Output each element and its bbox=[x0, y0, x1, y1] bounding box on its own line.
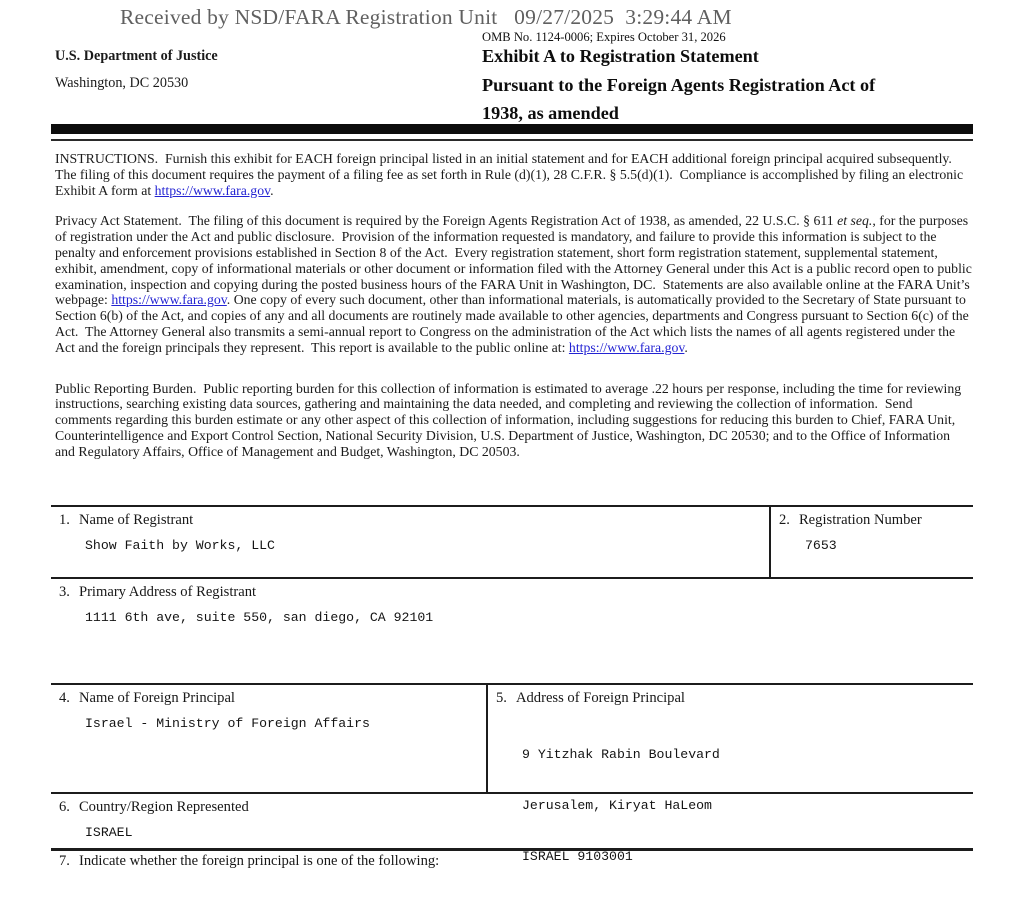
table-row-3 bbox=[51, 577, 973, 683]
field-4-label: Name of Foreign Principal bbox=[78, 690, 235, 706]
privacy-act-paragraph: Privacy Act Statement. The filing of this document is required by the Foreign Agents Registration Act of 1938, as amended, 22 U.S.C. § 611 et seq., for the purposes of registration under the Act and public disclosure. Provision of the information requested is mandatory, and failure to provide this information is subject to the penalty and enforcement provisions established in Section 8 of the Act. Every registration statement, short form registration statement, supplemental statement, exhibit, amendment, copy of informational materials or other document or information filed with the Attorney General under this Act is a public record open to public examination, inspection and copying during the posted business hours of the FARA Unit in Washington, DC. Statements are also available online at the FARA Unit’s webpage: https://www.fara.gov. One copy of every such document, other than informational materials, is automatically provided to the Secretary of State pursuant to Section 6(b) of the Act, and copies of any and all documents are routinely made available to other agencies, departments and Congress pursuant to Section 6(c) of the Act. The Attorney General also transmits a semi-annual report to Congress on the administration of the Act which lists the names of all agents registered under the Act and the foreign principals they represent. This report is available to the public online at: https://www.fara.gov. bbox=[55, 213, 976, 355]
document-title-line2: Pursuant to the Foreign Agents Registration Act of bbox=[482, 74, 876, 95]
field-registration-number bbox=[771, 507, 973, 577]
registration-form-table bbox=[51, 505, 973, 870]
field-4-number: 4. bbox=[59, 690, 70, 706]
agency-address: Washington, DC 20530 bbox=[55, 75, 189, 91]
table-row-6 bbox=[51, 792, 973, 851]
table-row-1-2 bbox=[51, 505, 973, 577]
public-reporting-burden-paragraph: Public Reporting Burden. Public reporting burden for this collection of information is estimated to average .22 hours per response, including the time for reviewing instructions, searching existing data sources, gathering and maintaining the data needed, and completing and reviewing the collection of information. Send comments regarding this burden estimate or any other aspect of this collection of information, including suggestions for reducing this burden to Chief, FARA Unit, Counterintelligence and Export Control Section, National Security Division, U.S. Department of Justice, Washington, DC 20530; and to the Office of Information and Regulatory Affairs, Office of Management and Budget, Washington, DC 20503. bbox=[55, 380, 965, 459]
document-title-line3: 1938, as amended bbox=[482, 103, 619, 123]
foreign-principal-address-line3: ISRAEL 9103001 bbox=[522, 849, 633, 864]
country-represented-value[interactable]: ISRAEL bbox=[85, 825, 133, 840]
field-foreign-principal-address bbox=[488, 685, 973, 864]
field-name-of-registrant bbox=[51, 507, 771, 577]
field-country-represented bbox=[51, 794, 973, 848]
field-1-number: 1. bbox=[59, 512, 70, 528]
fara-gov-link-3[interactable]: https://www.fara.gov bbox=[568, 339, 685, 355]
registration-number-value[interactable]: 7653 bbox=[805, 538, 837, 553]
fara-gov-link-1[interactable]: https://www.fara.gov bbox=[154, 182, 271, 198]
document-title bbox=[482, 42, 976, 128]
foreign-principal-name-value[interactable]: Israel - Ministry of Foreign Affairs bbox=[85, 716, 370, 731]
omb-number: OMB No. 1124-0006; Expires October 31, 2026 bbox=[482, 30, 726, 44]
field-7-number: 7. bbox=[59, 853, 70, 869]
field-2-label: Registration Number bbox=[798, 512, 922, 528]
registrant-name-value[interactable]: Show Faith by Works, LLC bbox=[85, 538, 275, 553]
field-6-number: 6. bbox=[59, 799, 70, 815]
fara-gov-link-2[interactable]: https://www.fara.gov bbox=[111, 292, 227, 308]
registrant-address-value[interactable]: 1111 6th ave, suite 550, san diego, CA 92101 bbox=[85, 610, 434, 625]
foreign-principal-address-line2: Jerusalem, Kiryat HaLeom bbox=[522, 798, 712, 813]
field-2-number: 2. bbox=[779, 512, 790, 528]
body-paragraphs bbox=[55, 151, 976, 460]
foreign-principal-address-line1: 9 Yitzhak Rabin Boulevard bbox=[522, 747, 720, 762]
field-5-number: 5. bbox=[496, 690, 507, 706]
header-separator-bar bbox=[51, 124, 973, 134]
document-title-line1: Exhibit A to Registration Statement bbox=[482, 46, 759, 66]
field-5-label: Address of Foreign Principal bbox=[515, 690, 685, 706]
field-3-label: Primary Address of Registrant bbox=[78, 584, 257, 600]
header-separator-rule bbox=[51, 139, 973, 141]
field-3-number: 3. bbox=[59, 584, 70, 600]
received-stamp: Received by NSD/FARA Registration Unit 09/27/2025 3:29:44 AM bbox=[120, 5, 732, 29]
agency-name: U.S. Department of Justice bbox=[55, 48, 218, 64]
field-foreign-principal-name bbox=[51, 685, 488, 792]
field-1-label: Name of Registrant bbox=[78, 512, 194, 528]
field-7-label: Indicate whether the foreign principal is one of the following: bbox=[78, 853, 440, 869]
field-primary-address bbox=[51, 579, 973, 683]
field-6-label: Country/Region Represented bbox=[78, 799, 249, 815]
instructions-paragraph: INSTRUCTIONS. Furnish this exhibit for EACH foreign principal listed in an initial statement and for EACH additional foreign principal acquired subsequently. The filing of this document requires the payment of a filing fee as set forth in Rule (d)(1), 28 C.F.R. § 5.5(d)(1). Compliance is accomplished by filing an electronic Exhibit A form at https://www.fara.gov. bbox=[55, 151, 967, 198]
